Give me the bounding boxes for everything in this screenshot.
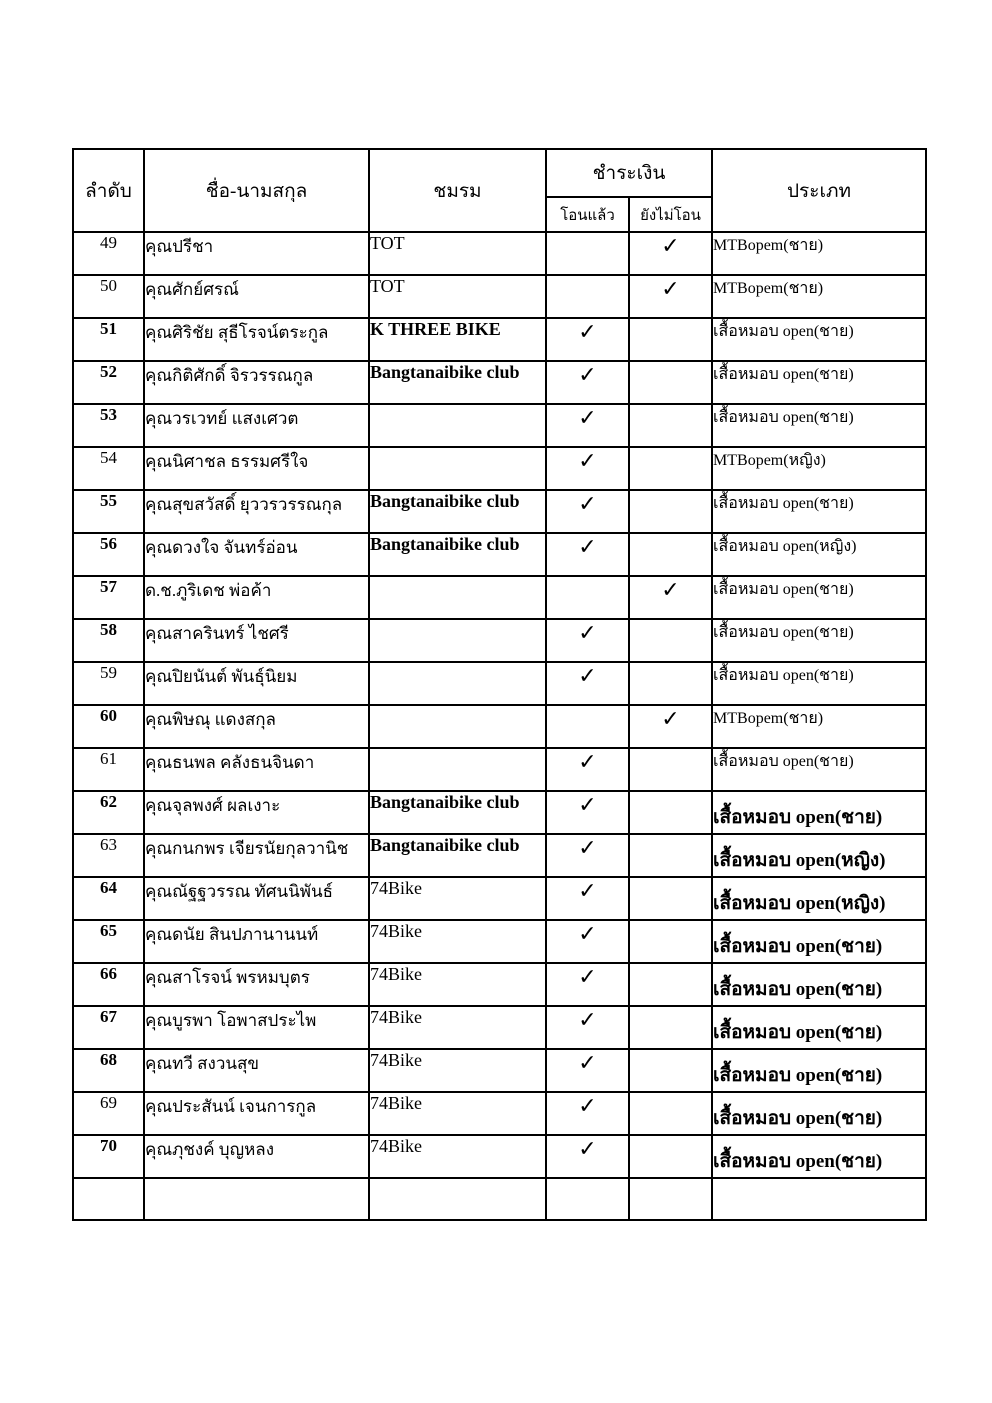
unpaid-cell [629, 662, 712, 705]
row-number: 68 [73, 1049, 144, 1092]
participant-name: คุณปิยนันต์ พันธุ์นิยม [144, 662, 369, 705]
category: เสื้อหมอบ open(ชาย) [712, 619, 926, 662]
row-number: 70 [73, 1135, 144, 1178]
club-name: 74Bike [369, 1135, 546, 1178]
club-name: Bangtanaibike club [369, 791, 546, 834]
club-name: 74Bike [369, 1092, 546, 1135]
check-icon: ✓ [578, 1136, 597, 1161]
row-number: 56 [73, 533, 144, 576]
unpaid-cell [629, 619, 712, 662]
unpaid-cell [629, 404, 712, 447]
paid-cell [546, 404, 629, 447]
table-row [73, 791, 926, 834]
check-icon: ✓ [661, 276, 680, 301]
club-name: 74Bike [369, 877, 546, 920]
empty-cell [629, 1178, 712, 1220]
row-number: 63 [73, 834, 144, 877]
paid-cell [546, 1135, 629, 1178]
row-number: 58 [73, 619, 144, 662]
paid-cell [546, 361, 629, 404]
table-row [73, 1135, 926, 1178]
paid-cell [546, 318, 629, 361]
row-number: 60 [73, 705, 144, 748]
paid-cell [546, 791, 629, 834]
participant-name: คุณประสันน์ เจนการกูล [144, 1092, 369, 1135]
check-icon: ✓ [661, 233, 680, 258]
paid-cell [546, 275, 629, 318]
registration-table [72, 148, 927, 1221]
paid-cell [546, 834, 629, 877]
paid-cell [546, 576, 629, 619]
participant-name: คุณกิติศักดิ์ จิรวรรณกูล [144, 361, 369, 404]
participant-name: คุณจุลพงศ์ ผลเงาะ [144, 791, 369, 834]
unpaid-cell [629, 1006, 712, 1049]
paid-cell [546, 1006, 629, 1049]
participant-name: คุณสาครินทร์ ไชศรี [144, 619, 369, 662]
empty-cell [73, 1178, 144, 1220]
check-icon: ✓ [661, 577, 680, 602]
table-row [73, 533, 926, 576]
unpaid-cell [629, 318, 712, 361]
club-name [369, 576, 546, 619]
table-row [73, 748, 926, 791]
row-number: 49 [73, 232, 144, 275]
empty-cell [712, 1178, 926, 1220]
participant-name: คุณภุชงค์ บุญหลง [144, 1135, 369, 1178]
club-name: 74Bike [369, 1006, 546, 1049]
table-row [73, 963, 926, 1006]
category: เสื้อหมอบ open(ชาย) [712, 1092, 926, 1135]
paid-cell [546, 490, 629, 533]
category: เสื้อหมอบ open(ชาย) [712, 576, 926, 619]
table-row [73, 834, 926, 877]
unpaid-cell [629, 447, 712, 490]
unpaid-cell [629, 705, 712, 748]
category: เสื้อหมอบ open(หญิง) [712, 834, 926, 877]
category: เสื้อหมอบ open(ชาย) [712, 963, 926, 1006]
unpaid-cell [629, 232, 712, 275]
unpaid-cell [629, 877, 712, 920]
table-row [73, 877, 926, 920]
table-row [73, 1092, 926, 1135]
table-row [73, 447, 926, 490]
paid-cell [546, 963, 629, 1006]
check-icon: ✓ [578, 835, 597, 860]
header-type: ประเภท [712, 149, 926, 232]
row-number: 54 [73, 447, 144, 490]
participant-name: คุณบูรพา โอพาสประไพ [144, 1006, 369, 1049]
row-number: 64 [73, 877, 144, 920]
paid-cell [546, 1049, 629, 1092]
club-name: Bangtanaibike club [369, 834, 546, 877]
table-row [73, 1049, 926, 1092]
check-icon: ✓ [578, 405, 597, 430]
table-row [73, 662, 926, 705]
club-name [369, 705, 546, 748]
empty-cell [144, 1178, 369, 1220]
row-number: 66 [73, 963, 144, 1006]
club-name: Bangtanaibike club [369, 533, 546, 576]
participant-name: คุณสาโรจน์ พรหมบุตร [144, 963, 369, 1006]
paid-cell [546, 232, 629, 275]
row-number: 67 [73, 1006, 144, 1049]
table-row [73, 361, 926, 404]
club-name: 74Bike [369, 920, 546, 963]
category: เสื้อหมอบ open(ชาย) [712, 318, 926, 361]
unpaid-cell [629, 834, 712, 877]
table-row [73, 705, 926, 748]
club-name: TOT [369, 275, 546, 318]
unpaid-cell [629, 920, 712, 963]
table-row [73, 318, 926, 361]
club-name [369, 447, 546, 490]
category: MTBopem(ชาย) [712, 705, 926, 748]
table-body [73, 232, 926, 1220]
unpaid-cell [629, 576, 712, 619]
category: เสื้อหมอบ open(ชาย) [712, 361, 926, 404]
check-icon: ✓ [578, 448, 597, 473]
table-row [73, 576, 926, 619]
club-name: K THREE BIKE [369, 318, 546, 361]
club-name [369, 404, 546, 447]
category: เสื้อหมอบ open(หญิง) [712, 877, 926, 920]
unpaid-cell [629, 533, 712, 576]
header-paid: โอนแล้ว [546, 197, 629, 232]
club-name: Bangtanaibike club [369, 361, 546, 404]
participant-name: คุณปรีชา [144, 232, 369, 275]
club-name: 74Bike [369, 963, 546, 1006]
row-number: 55 [73, 490, 144, 533]
table-row [73, 619, 926, 662]
participant-name: คุณกนกพร เจียรนัยกุลวานิช [144, 834, 369, 877]
empty-cell [369, 1178, 546, 1220]
unpaid-cell [629, 963, 712, 1006]
unpaid-cell [629, 361, 712, 404]
header-unpaid: ยังไม่โอน [629, 197, 712, 232]
check-icon: ✓ [578, 362, 597, 387]
club-name [369, 662, 546, 705]
table-row [73, 232, 926, 275]
check-icon: ✓ [578, 878, 597, 903]
row-number: 57 [73, 576, 144, 619]
participant-name: ด.ช.ภูริเดช พ่อค้า [144, 576, 369, 619]
category: เสื้อหมอบ open(ชาย) [712, 748, 926, 791]
club-name [369, 619, 546, 662]
participant-name: คุณพิษณุ แดงสกุล [144, 705, 369, 748]
category: เสื้อหมอบ open(ชาย) [712, 490, 926, 533]
header-name: ชื่อ-นามสกุล [144, 149, 369, 232]
participant-name: คุณณัฐฐวรรณ ทัศนนิพันธ์ [144, 877, 369, 920]
participant-name: คุณศิริชัย สุธีโรจน์ตระกูล [144, 318, 369, 361]
category: MTBopem(ชาย) [712, 232, 926, 275]
check-icon: ✓ [578, 964, 597, 989]
category: เสื้อหมอบ open(หญิง) [712, 533, 926, 576]
row-number: 69 [73, 1092, 144, 1135]
club-name: 74Bike [369, 1049, 546, 1092]
check-icon: ✓ [578, 792, 597, 817]
paid-cell [546, 748, 629, 791]
participant-name: คุณวรเวทย์ แสงเศวต [144, 404, 369, 447]
category: MTBopem(หญิง) [712, 447, 926, 490]
check-icon: ✓ [578, 491, 597, 516]
category: เสื้อหมอบ open(ชาย) [712, 1006, 926, 1049]
category: เสื้อหมอบ open(ชาย) [712, 1135, 926, 1178]
category: เสื้อหมอบ open(ชาย) [712, 920, 926, 963]
category: เสื้อหมอบ open(ชาย) [712, 791, 926, 834]
table-row [73, 920, 926, 963]
category: เสื้อหมอบ open(ชาย) [712, 662, 926, 705]
row-number: 65 [73, 920, 144, 963]
check-icon: ✓ [578, 620, 597, 645]
unpaid-cell [629, 748, 712, 791]
check-icon: ✓ [578, 319, 597, 344]
row-number: 61 [73, 748, 144, 791]
table-row [73, 490, 926, 533]
row-number: 53 [73, 404, 144, 447]
paid-cell [546, 447, 629, 490]
table-header [73, 149, 926, 232]
unpaid-cell [629, 490, 712, 533]
unpaid-cell [629, 791, 712, 834]
unpaid-cell [629, 1049, 712, 1092]
header-club: ชมรม [369, 149, 546, 232]
paid-cell [546, 920, 629, 963]
row-number: 52 [73, 361, 144, 404]
check-icon: ✓ [578, 1007, 597, 1032]
row-number: 50 [73, 275, 144, 318]
table-row [73, 404, 926, 447]
unpaid-cell [629, 275, 712, 318]
check-icon: ✓ [578, 921, 597, 946]
header-payment: ชำระเงิน [546, 149, 712, 197]
paid-cell [546, 1092, 629, 1135]
row-number: 51 [73, 318, 144, 361]
category: MTBopem(ชาย) [712, 275, 926, 318]
check-icon: ✓ [578, 1093, 597, 1118]
unpaid-cell [629, 1135, 712, 1178]
table-row [73, 1006, 926, 1049]
paid-cell [546, 619, 629, 662]
participant-name: คุณดนัย สินปภานานนท์ [144, 920, 369, 963]
check-icon: ✓ [578, 1050, 597, 1075]
participant-name: คุณนิศาชล ธรรมศรีใจ [144, 447, 369, 490]
paid-cell [546, 877, 629, 920]
participant-name: คุณทวี สงวนสุข [144, 1049, 369, 1092]
participant-name: คุณสุขสวัสดิ์ ยุววรวรรณกุล [144, 490, 369, 533]
check-icon: ✓ [578, 534, 597, 559]
row-number: 62 [73, 791, 144, 834]
participant-name: คุณธนพล คลังธนจินดา [144, 748, 369, 791]
paid-cell [546, 662, 629, 705]
header-no: ลำดับ [73, 149, 144, 232]
category: เสื้อหมอบ open(ชาย) [712, 404, 926, 447]
empty-row [73, 1178, 926, 1220]
row-number: 59 [73, 662, 144, 705]
club-name: Bangtanaibike club [369, 490, 546, 533]
club-name [369, 748, 546, 791]
paid-cell [546, 533, 629, 576]
empty-cell [546, 1178, 629, 1220]
check-icon: ✓ [578, 749, 597, 774]
check-icon: ✓ [578, 663, 597, 688]
check-icon: ✓ [661, 706, 680, 731]
table-row [73, 275, 926, 318]
category: เสื้อหมอบ open(ชาย) [712, 1049, 926, 1092]
paid-cell [546, 705, 629, 748]
unpaid-cell [629, 1092, 712, 1135]
club-name: TOT [369, 232, 546, 275]
participant-name: คุณดวงใจ จันทร์อ่อน [144, 533, 369, 576]
participant-name: คุณศักย์ศรณ์ [144, 275, 369, 318]
